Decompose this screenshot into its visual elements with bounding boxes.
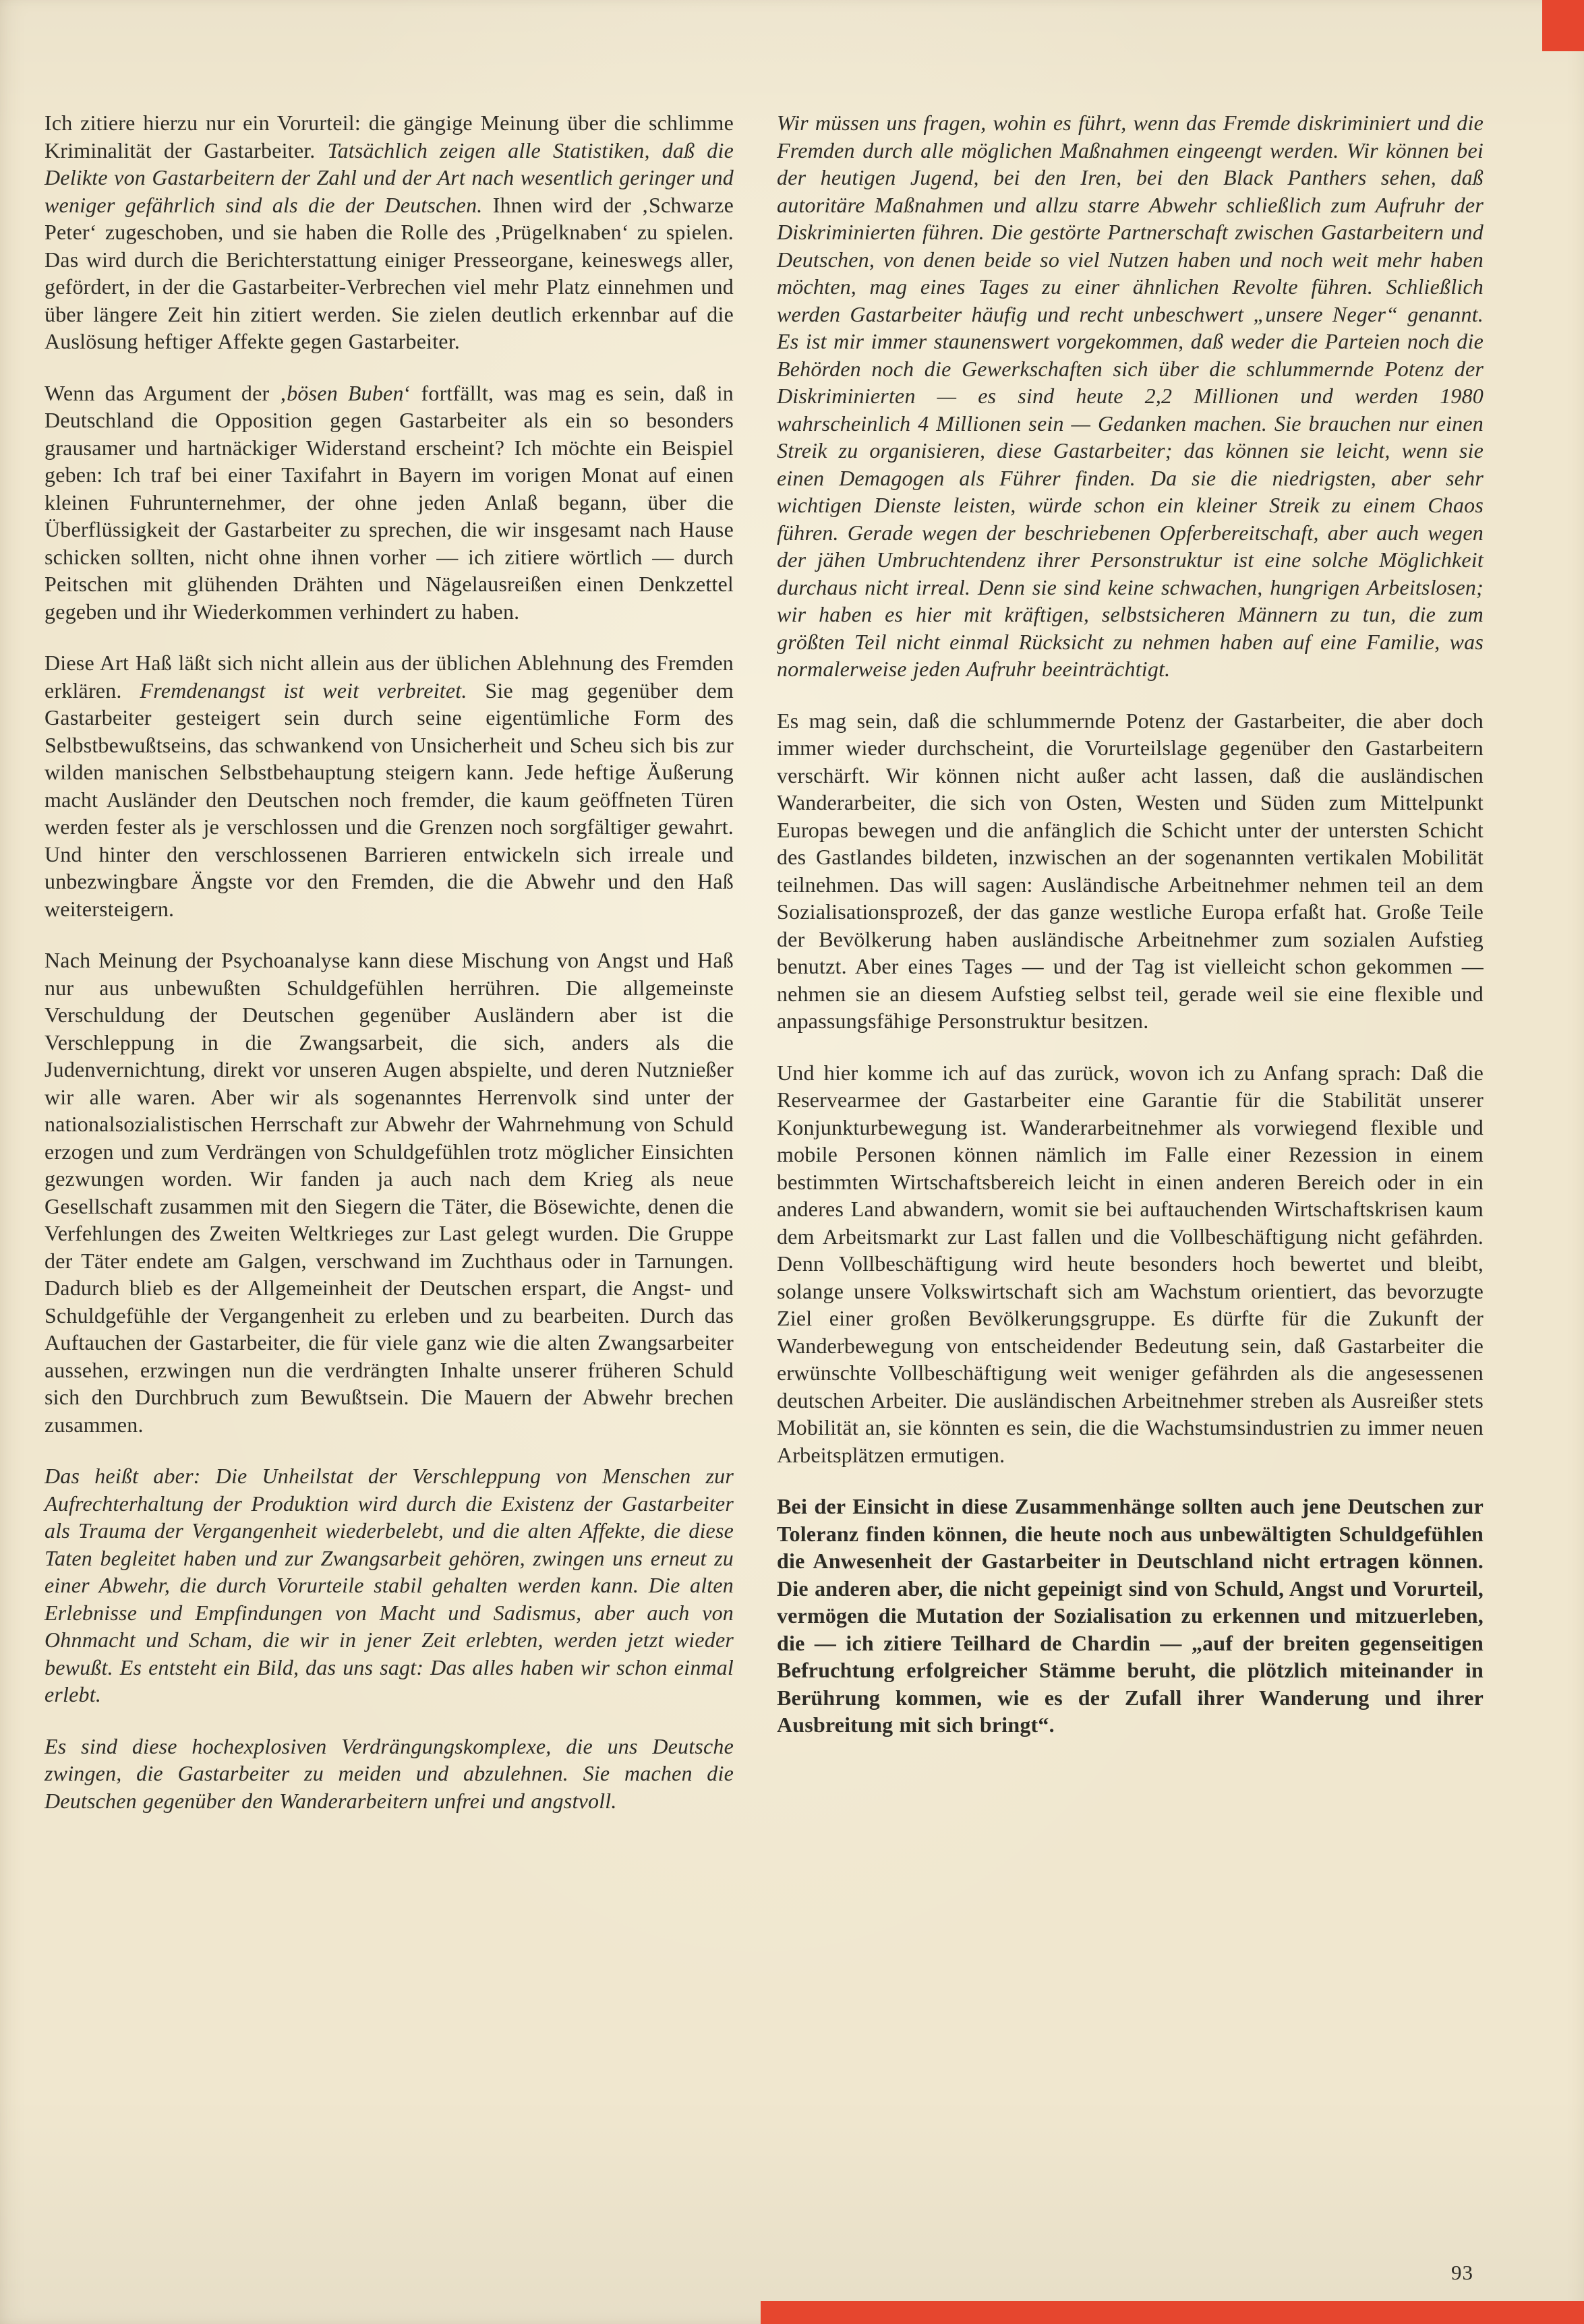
text-segment: Wenn das Argument der ‚ [45,380,287,405]
text-segment: Bei der Einsicht in diese Zusammenhänge sollten auch jene Deutschen zur Toleranz finden können, die heute noch aus unbewältigten Schuldgefühlen die Anwesenheit der Gastarbeiter in Deutschland nicht ertragen können. Die anderen aber, die nicht gepeinigt sind von Schuld, Angst und Vorurteil, vermögen die Mutation der Sozialisation zu erkennen und mitzuerleben, die — ich zitiere Teilhard de Chardin — „auf der breiten gegenseitigen Befruchtung erfolgreicher Stämme beruht, die plötzlich miteinander in Berührung kommen, wie es der Zufall ihrer Wanderung und ihrer Ausbreitung mit sich bringt“. [777,1494,1484,1737]
paragraph [777,1059,1484,1469]
text-segment: Ich zitiere hierzu nur ein Vorurteil: die gängige Meinung über die schlimme Kriminalität der Gastarbeiter. [45,111,734,162]
text-segment: Sie mag gegenüber dem Gastarbeiter gesteigert sein durch seine eigentümliche Form des Selbstbewußtseins, das schwankend von Unsicherheit und Scheu sich bis zur wilden manischen Selbstbehauptung steigern kann. Jede heftige Äußerung macht Ausländer den Deutschen noch fremder, die kaum geöffneten Türen werden fester als je verschlossen und die Grenzen noch sorgfältiger gewahrt. Und hinter den verschlossenen Barrieren entwickeln sich irreale und unbezwingbare Ängste vor den Fremden, die die Abwehr und den Haß weitersteigern. [45,678,734,921]
paragraph [777,1493,1484,1739]
text-segment: Nach Meinung der Psychoanalyse kann diese Mischung von Angst und Haß nur aus unbewußten Schuldgefühlen herrühren. Die allgemeinste Verschuldung der Deutschen gegenüber Ausländern aber ist die Verschleppung in die Zwangsarbeit, die sich, anders als die Judenvernichtung, direkt vor unseren Augen abspielte, und deren Nutznießer wir alle waren. Aber wir als sogenanntes Herrenvolk sind unter der nationalsozialistischen Herrschaft zur Abwehr der Wahrnehmung von Schuld erzogen und zum Verdrängen von Schuldgefühlen trotz möglicher Einsichten gezwungen worden. Wir fanden ja auch nach dem Krieg als neue Gesellschaft zusammen mit den Siegern die Täter, die Bösewichte, denen die Verfehlungen des Zweiten Weltkrieges zur Last gelegt wurden. Die Gruppe der Täter endete am Galgen, verschwand im Zuchthaus oder in Tarnungen. Dadurch blieb es der Allgemeinheit der Deutschen erspart, die Angst- und Schuldgefühle der Vergangenheit zu erleben und zu bearbeiten. Durch das Auftauchen der Gastarbeiter, die für viele ganz wie die alten Zwangsarbeiter aussehen, erzwingen nun die verdrängten Inhalte unserer früheren Schuld sich den Durchbruch zum Bewußtsein. Die Mauern der Abwehr brechen zusammen. [45,948,734,1437]
paragraph [45,109,734,355]
text-segment: Es mag sein, daß die schlummernde Potenz der Gastarbeiter, die aber doch immer wieder durchscheint, die Vorurteilslage gegenüber den Gastarbeitern verschärft. Wir können nicht außer acht lassen, daß die ausländischen Wanderarbeiter, die sich von Osten, Westen und Süden zum Mittelpunkt Europas bewegen und die anfänglich die Schicht unter der untersten Schicht des Gastlandes bildeten, inzwischen an der sogenannten vertikalen Mobilität teilnehmen. Das will sagen: Ausländische Arbeitnehmer nehmen teil an dem Sozialisationsprozeß, der das ganze westliche Europa erfaßt hat. Große Teile der Bevölkerung haben ausländische Arbeitnehmer zum sozialen Aufstieg benutzt. Aber eines Tages — und der Tag ist vielleicht schon gekommen — nehmen sie an diesem Aufstieg selbst teil, gerade weil sie eine flexible und anpassungsfähige Personstruktur besitzen. [777,708,1484,1033]
text-segment: Fremdenangst ist weit verbreitet. [140,678,467,703]
paragraph [45,1462,734,1708]
text-segment: Das heißt aber: Die Unheilstat der Verschleppung von Menschen zur Aufrechterhaltung der Produktion wird durch die Existenz der Gastarbeiter als Trauma der Vergangenheit wiederbelebt, und die alten Affekte, die diese Taten begleitet haben und zur Zwangsarbeit gehören, zwingen uns erneut zu einer Abwehr, die durch Vorurteile stabil gehalten werden kann. Die alten Erlebnisse und Empfindungen von Macht und Sadismus, aber auch von Ohnmacht und Scham, die wir in jener Zeit erlebten, werden jetzt wieder bewußt. Es entsteht ein Bild, das uns sagt: Das alles haben wir schon einmal erlebt. [45,1464,734,1706]
text-segment: Tatsächlich zeigen alle Statistiken, daß die Delikte von Gastarbeitern der Zahl und der Art nach wesentlich geringer und weniger gefährlich sind als die der Deutschen. [45,138,734,217]
page-number: 93 [1451,2261,1473,2284]
red-edge-mark-top-right [1542,0,1584,51]
text-segment: bösen Buben [287,380,404,405]
paragraph [45,380,734,626]
paragraph [45,1733,734,1815]
text-segment: Es sind diese hochexplosiven Verdrängungskomplexe, die uns Deutsche zwingen, die Gastarbeiter zu meiden und abzulehnen. Sie machen die Deutschen gegenüber den Wanderarbeitern unfrei und angstvoll. [45,1733,734,1813]
text-segment: Wir müssen uns fragen, wohin es führt, wenn das Fremde diskriminiert und die Fremden durch alle möglichen Maßnahmen eingeengt werden. Wir können bei der heutigen Jugend, bei den Iren, bei den Black Panthers sehen, daß autoritäre Maßnahmen und allzu starre Abwehr schließlich zum Aufruhr der Diskriminierten führen. Die gestörte Partnerschaft zwischen Gastarbeitern und Deutschen, von denen beide so viel Nutzen haben und noch weit mehr haben möchten, mag eines Tages zu einer ähnlichen Revolte führen. Schließlich werden Gastarbeiter häufig und recht unbeschwert „unsere Neger“ genannt. Es ist mir immer staunenswert vorgekommen, daß weder die Parteien noch die Behörden noch die Gewerkschaften sich über die schlummernde Potenz der Diskriminierten — es sind heute 2,2 Millionen und werden 1980 wahrscheinlich 4 Millionen sein — Gedanken machen. Sie brauchen nur einen Streik zu organisieren, diese Gastarbeiter; das können sie leicht, wenn sie einen Demagogen als Führer finden. Da sie die niedrigsten, aber sehr wichtigen Dienste leisten, würde schon ein kleiner Streik zu einem Chaos führen. Gerade wegen der beschriebenen Opferbereitschaft, aber auch wegen der jähen Umbruchtendenz ihrer Personstruktur ist eine solche Möglichkeit durchaus nicht irreal. Denn sie sind keine schwachen, hungrigen Arbeitslosen; wir haben es hier mit kräftigen, selbstsicheren Männern zu tun, die zum größten Teil nicht einmal Rücksicht zu nehmen haben auf eine Familie, was normalerweise jeden Aufruhr beeinträchtigt. [777,111,1484,681]
text-segment: Ihnen wird der ‚Schwarze Peter‘ zugeschoben, und sie haben die Rolle des ‚Prügelknaben‘ zu spielen. Das wird durch die Berichterstattung einiger Presseorgane, keineswegs aller, gefördert, in der die Gastarbeiter-Verbrechen viel mehr Platz einnehmen und über längere Zeit hin zitiert werden. Sie zielen deutlich erkennbar auf die Auslösung heftiger Affekte gegen Gastarbeiter. [45,192,734,353]
text-segment: Und hier komme ich auf das zurück, wovon ich zu Anfang sprach: Daß die Reservearmee der Gastarbeiter eine Garantie für die Stabilität unserer Konjunkturbewegung ist. Wanderarbeitnehmer als vorwiegend flexible und mobile Personen können nämlich im Falle einer Rezession in einem bestimmten Wirtschaftsbereich leicht in einen anderen Bereich oder in ein anderes Land abwandern, womit sie bei auftauchenden Wirtschaftskrisen kaum dem Arbeitsmarkt zur Last fallen und die Vollbeschäftigung nicht gefährden. Denn Vollbeschäftigung wird heute besonders hoch bewertet und bleibt, solange unsere Volkswirtschaft sich am Wachstum orientiert, das bevorzugte Ziel einer großen Bevölkerungsgruppe. Es dürfte für die Zukunft der Wanderbewegung von entscheidender Bedeutung sein, daß Gastarbeiter die erwünschte Vollbeschäftigung weit weniger gefährden als die angesessenen deutschen Arbeiter. Die ausländischen Arbeitnehmer streben als Ausreißer stets Mobilität an, sie könnten es sein, die die Wachstumsindustrien zu immer neuen Arbeitsplätzen ermutigen. [777,1060,1484,1467]
paragraph [45,947,734,1438]
paragraph [777,707,1484,1035]
left-column [45,109,734,1814]
text-segment: Diese Art Haß läßt sich nicht allein aus der üblichen Ablehnung des Fremden erklären. [45,651,734,703]
paragraph [45,649,734,922]
paragraph [777,109,1484,683]
right-column [777,109,1484,1739]
red-edge-bar-bottom [761,2301,1584,2324]
text-segment: ‘ fortfällt, was mag es sein, daß in Deutschland die Opposition gegen Gastarbeiter als ein so besonders grausamer und hartnäckiger Widerstand erscheint? Ich möchte ein Beispiel geben: Ich traf bei einer Taxifahrt in Bayern im vorigen Monat auf einen kleinen Fuhrunternehmer, der ohne jeden Anlaß begann, über die Überflüssigkeit der Gastarbeiter zu sprechen, die wir insgesamt nach Hause schicken sollten, nicht ohne ihnen vorher — ich zitiere wörtlich — durch Peitschen mit glühenden Drähten und Nägelausreißen einen Denkzettel gegeben und ihr Wiederkommen verhindert zu haben. [45,380,734,624]
